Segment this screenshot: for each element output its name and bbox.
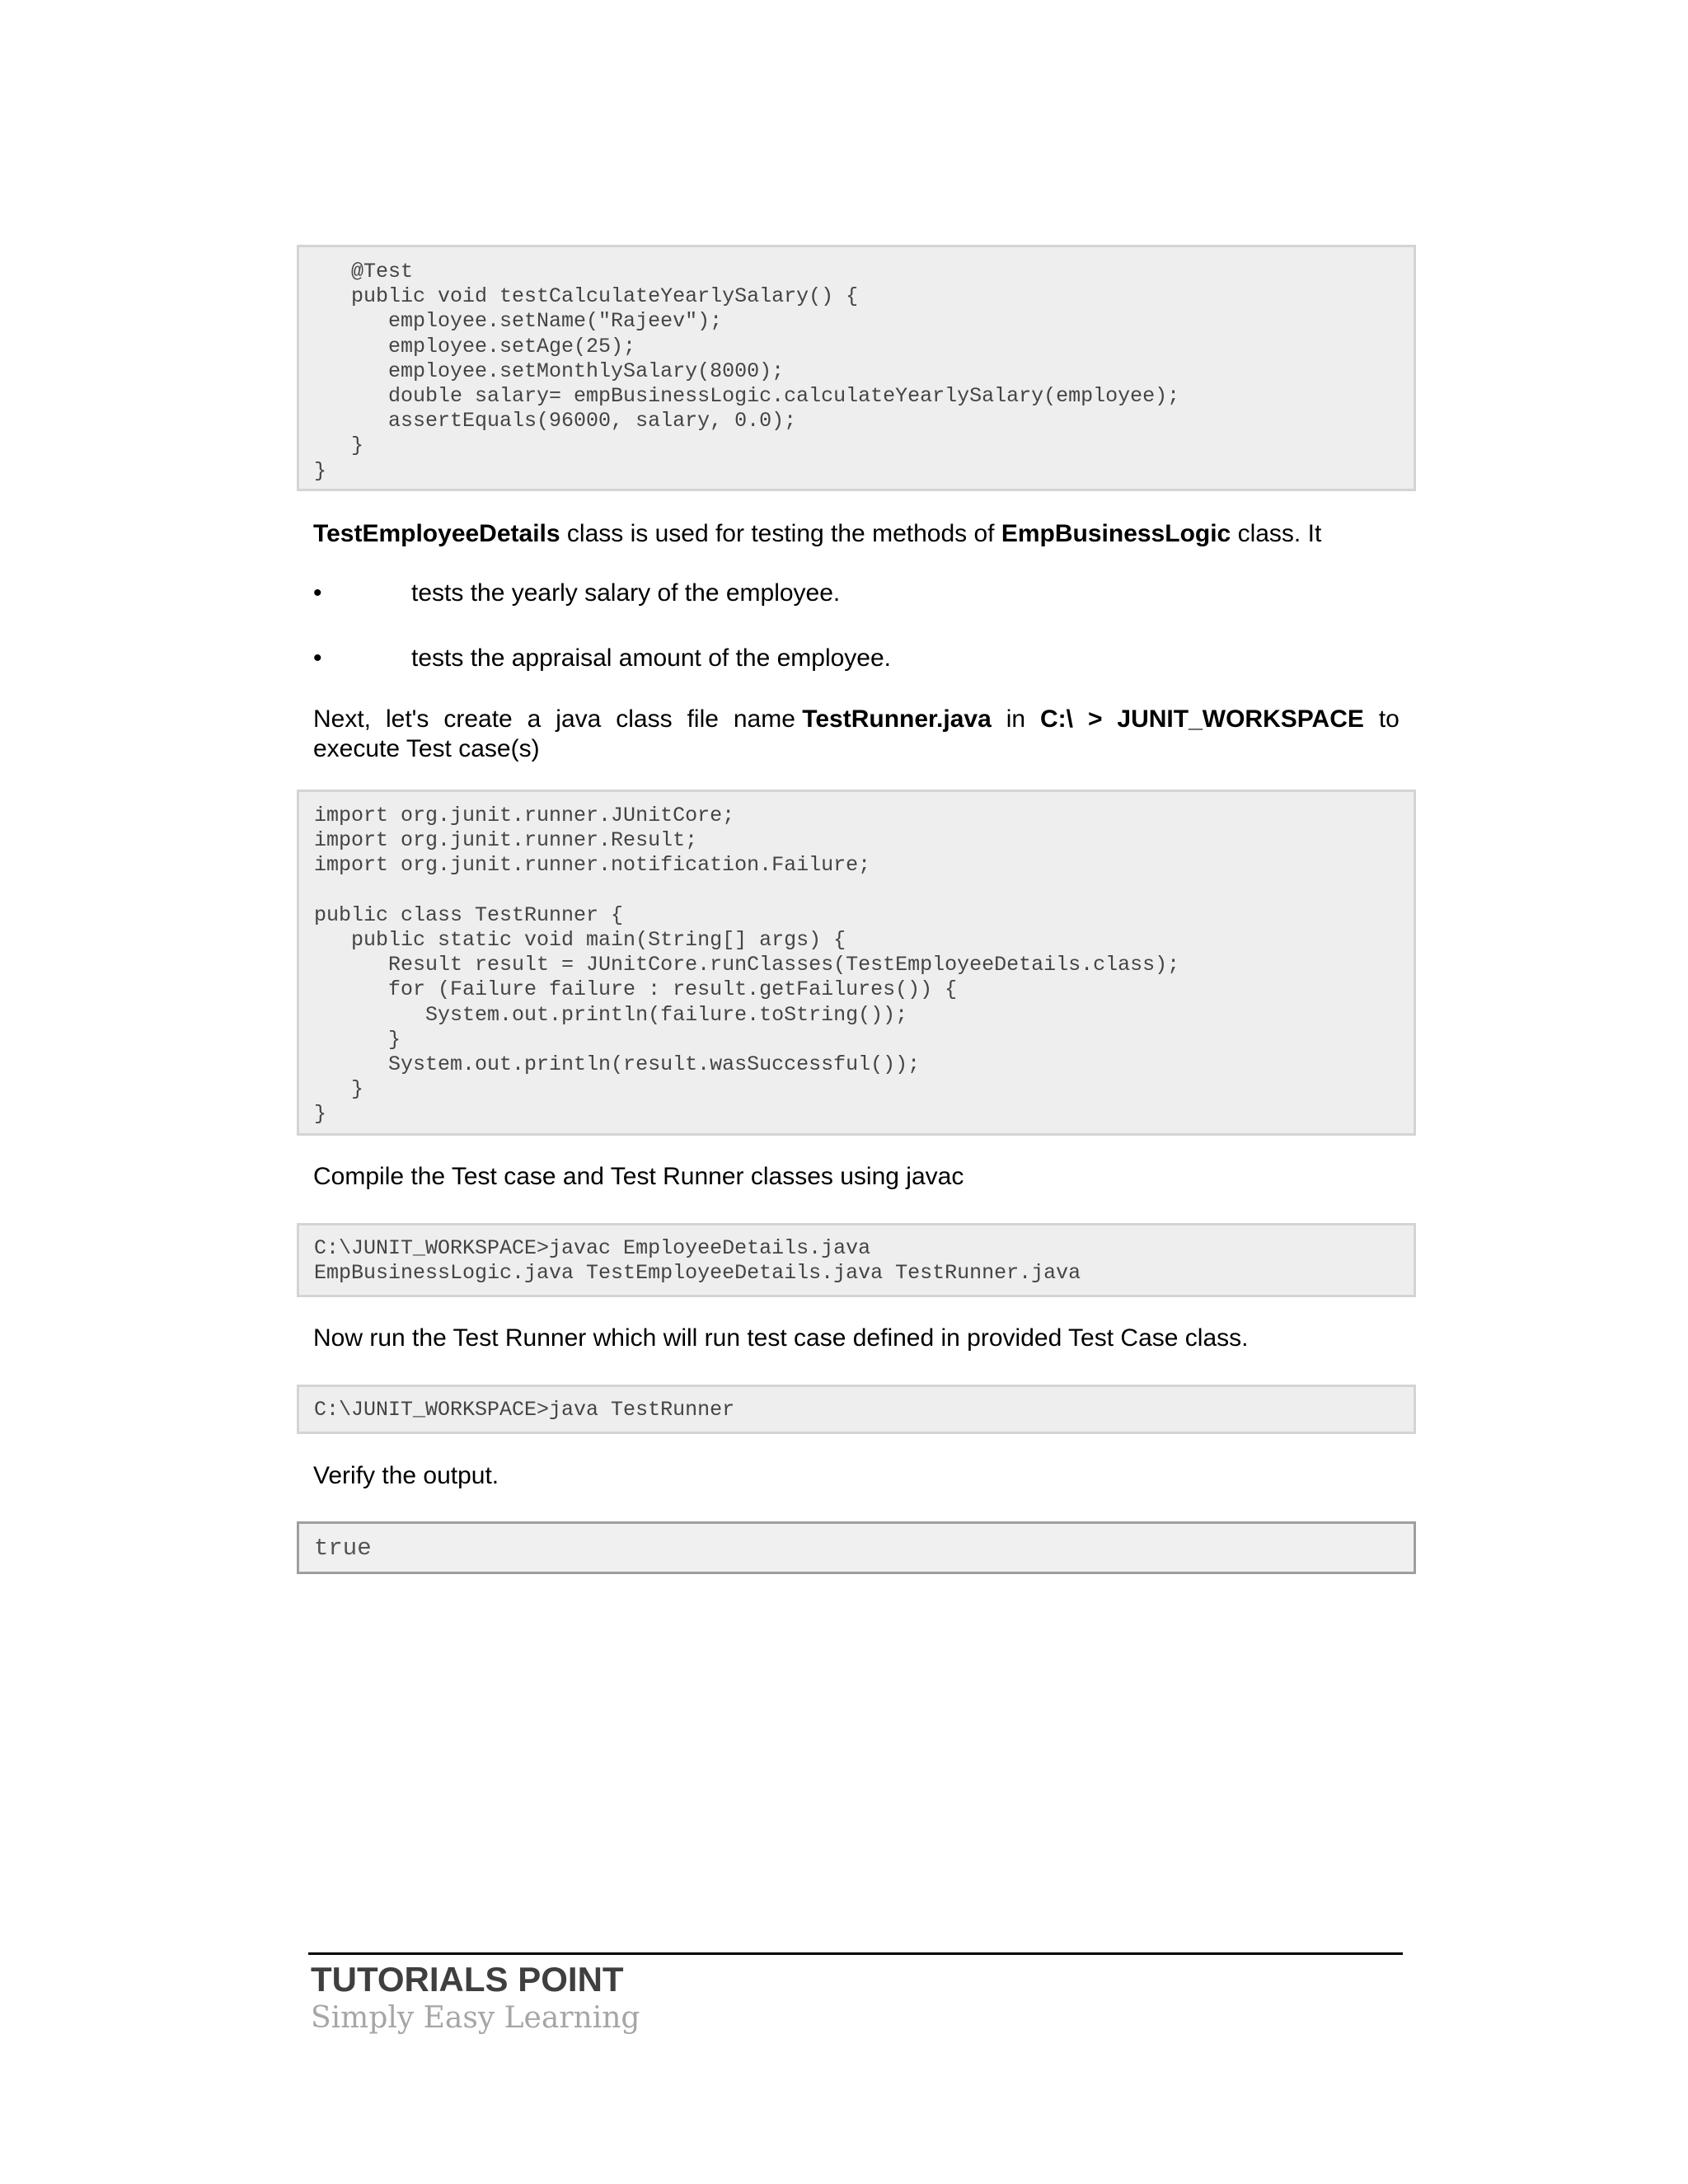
- code-block-test-runner: [297, 790, 1416, 1136]
- footer-tagline: Simply Easy Learning: [311, 2001, 640, 2035]
- list-item-text: tests the yearly salary of the employee.: [411, 579, 841, 607]
- code-block-test-method: [297, 245, 1416, 491]
- word: create: [443, 705, 513, 733]
- word: Next,: [313, 705, 372, 733]
- word: to: [1378, 705, 1400, 733]
- bullet-icon: •: [313, 579, 322, 607]
- code-text: C:\JUNIT_WORKSPACE>java TestRunner: [314, 1398, 735, 1422]
- paragraph-compile: Compile the Test case and Test Runner classes using javac: [313, 1163, 964, 1190]
- class-name-test-employee-details: TestEmployeeDetails: [313, 520, 560, 547]
- word: file: [687, 705, 719, 733]
- word: class: [616, 705, 673, 733]
- bullet-icon: •: [313, 644, 322, 672]
- footer-divider: [308, 1952, 1403, 1955]
- code-block-compile-command: [297, 1223, 1416, 1297]
- path-drive: C:\: [1040, 705, 1074, 733]
- output-block: [297, 1521, 1416, 1574]
- paragraph-text: class is used for testing the methods of: [560, 520, 1001, 547]
- paragraph-line: [313, 705, 1400, 734]
- word: let's: [385, 705, 429, 733]
- code-text: C:\JUNIT_WORKSPACE>javac EmployeeDetails.java EmpBusinessLogic.java TestEmployeeDetails.java TestRunner.java: [314, 1236, 1081, 1286]
- class-name-emp-business-logic: EmpBusinessLogic: [1001, 520, 1231, 547]
- path-separator: >: [1087, 705, 1103, 733]
- word: in: [1006, 705, 1026, 733]
- output-text: true: [314, 1535, 372, 1562]
- paragraph-run: Now run the Test Runner which will run test case defined in provided Test Case class.: [313, 1324, 1249, 1352]
- word: java: [556, 705, 602, 733]
- file-name: TestRunner.java: [802, 705, 992, 733]
- paragraph-line: execute Test case(s): [313, 735, 540, 762]
- paragraph-create-test-runner: [313, 705, 1400, 764]
- code-block-run-command: [297, 1385, 1416, 1434]
- word: a: [527, 705, 542, 733]
- list-item-text: tests the appraisal amount of the employee.: [411, 644, 892, 672]
- word-group: [734, 705, 992, 734]
- footer-brand: TUTORIALS POINT: [311, 1960, 624, 1999]
- paragraph-test-class-description: [313, 519, 1321, 549]
- paragraph-text: class. It: [1231, 520, 1322, 547]
- paragraph-verify: Verify the output.: [313, 1462, 499, 1489]
- path-folder: JUNIT_WORKSPACE: [1117, 705, 1364, 733]
- code-text: @Test public void testCalculateYearlySalary() { employee.setName("Rajeev"); employee.setAge(25); employee.setMonthlySalary(8000); double salary= empBusinessLogic.calculateYearlySalary(employee); assertEquals(96000, salary, 0.0); } }: [314, 260, 1180, 483]
- code-text: import org.junit.runner.JUnitCore; import org.junit.runner.Result; import org.junit.runner.notification.Failure; public class TestRunner { public static void main(String[] args) { Result result = JUnitCore.runClasses(TestEmployeeDetails.class); for (Failure failure : result.getFailures()) { System.out.println(failure.toString()); } System.out.println(result.wasSuccessful()); } }: [314, 804, 1180, 1127]
- word: name: [733, 705, 803, 733]
